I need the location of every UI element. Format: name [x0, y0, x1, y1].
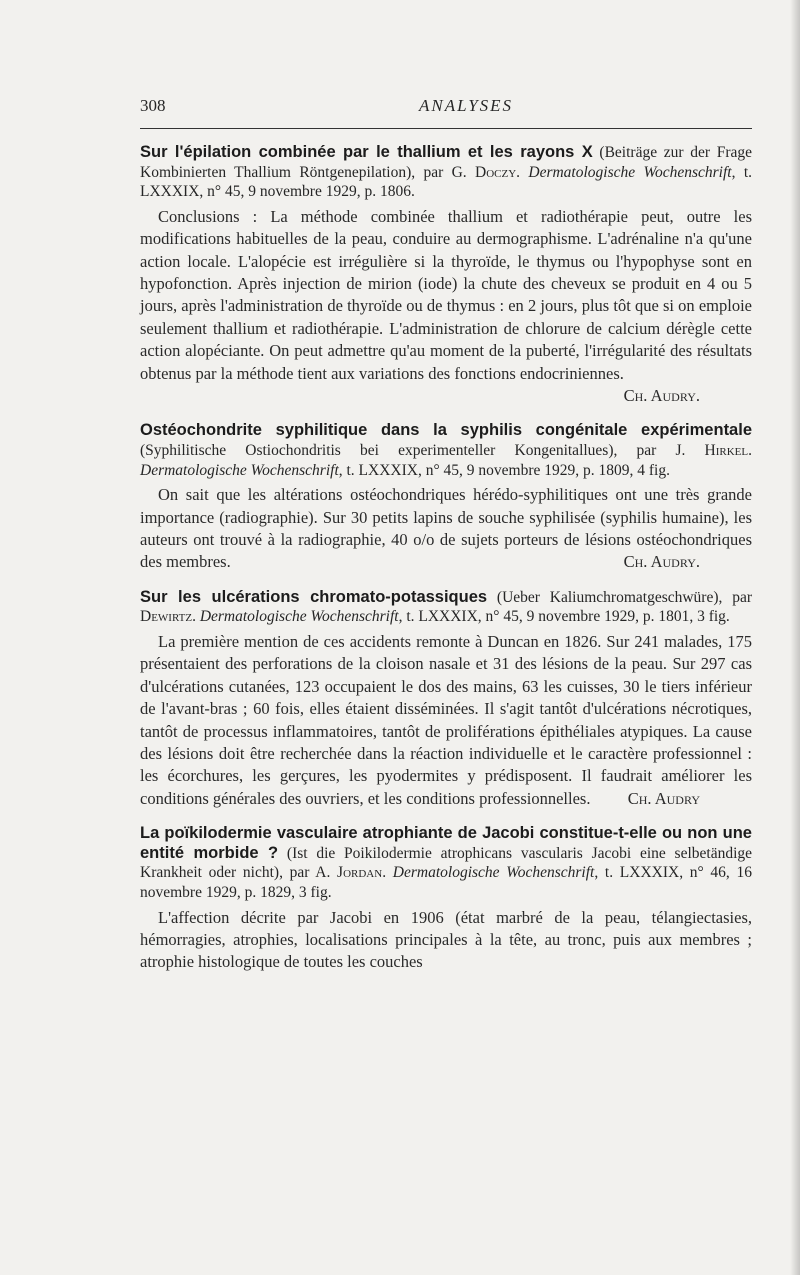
reference-text: , t. LXXXIX, n° 45, 9 novembre 1929, p. 1801, 3 fig. [398, 608, 730, 626]
article-body [140, 484, 752, 574]
reference-text: . [516, 163, 529, 181]
article-ulcerations-chromato [140, 588, 752, 810]
article-reference [140, 824, 752, 902]
analyses-column [140, 143, 752, 988]
running-head: ANALYSES [418, 96, 514, 115]
article-reference [140, 588, 752, 627]
journal-name: Dermatologische Wochenschrift [528, 163, 732, 181]
author-name: Jordan [337, 864, 383, 882]
page-header [140, 96, 752, 120]
reference-text: (Ueber Kaliumchromatgeschwüre), par [487, 588, 753, 606]
article-reference [140, 421, 752, 480]
body-text: Conclusions : La méthode combinée thallium et radiothérapie peut, outre les modifications habituelles de la peau, conduire au dermographisme. L'adrénaline n'a qu'une action locale. L'alopécie est irrégulière si la thyroïde, le thymus ou l'hypophyse sont en hypofonction. Après injection de mirion (iode) la chute des cheveux se produit en 4 ou 5 jours, après l'administration de thyroïde ou de thymus : en 2 jours, plus tôt que si on emploie seulement thallium et radiothérapie. L'administration de chlorure de calcium dérègle cette action alopéciante. On peut admettre qu'au moment de la puberté, l'irrégularité des résultats obtenus par la méthode tient aux variations des fonctions endocriniennes. [140, 206, 752, 383]
signature: Ch. Audry [627, 788, 700, 808]
author-name: Hirkel [704, 442, 749, 460]
signature: Ch. Audry. [623, 552, 700, 572]
page-edge-shadow [790, 0, 800, 1275]
article-epilation-thallium [140, 143, 752, 407]
reference-text: , t. LXXXIX, n° 46, 16 novembre 1929, p. 1829, 3 fig. [140, 864, 753, 902]
body-text: On sait que les altérations ostéochondriques hérédo-syphilitiques ont une très grande importance (radiographie). Sur 30 petits lapins de souche syphilisée (syphilis humaine), les auteurs ont trouvé à la radiographie, 40 o/o de sujets porteurs de lésions ostéochondriques des membres. [140, 485, 752, 572]
article-body [140, 631, 752, 810]
article-title: Ostéochondrite syphilitique dans la syphilis congénitale expérimentale [140, 421, 752, 440]
reference-text: (Ist die Poikilodermie atrophicans vascularis Jacobi eine selbetändige Krankheit oder nicht), par A. [140, 844, 753, 882]
reference-text: (Syphilitische Ostiochondritis bei experimenteller Kongenitallues), par J. [140, 442, 705, 460]
article-body [140, 206, 752, 408]
reference-text: . [748, 442, 752, 460]
article-title: La poïkilodermie vasculaire atrophiante de Jacobi constitue-t-elle ou non une entité morbide ? [140, 824, 752, 862]
reference-text: . [382, 864, 393, 882]
article-reference [140, 143, 752, 202]
article-osteochondrite [140, 421, 752, 573]
reference-text: (Beiträge zur der Frage Kombinierten Thallium Röntgenepilation), par G. [140, 144, 752, 181]
journal-name: Dermatologische Wochenschrift [199, 608, 399, 626]
journal-name: Dermatologische Wochenschrift [392, 864, 595, 882]
reference-text: , t. LXXXIX, n° 45, 9 novembre 1929, p. 1809, 4 fig. [338, 461, 670, 479]
reference-text: . [192, 608, 200, 626]
header-rule [140, 128, 752, 129]
journal-name: Dermatologische Wochenschrift [140, 461, 339, 479]
page-number: 308 [140, 96, 166, 115]
article-body [140, 907, 752, 974]
reference-text: , t. LXXXIX, n° 45, 9 novembre 1929, p. 1806. [140, 163, 752, 201]
body-text: La première mention de ces accidents remonte à Duncan en 1826. Sur 241 malades, 175 présentaient des perforations de la cloison nasale et 31 des lésions de la peau. Sur 297 cas d'ulcérations cutanées, 123 occupaient le dos des mains, 63 les cuisses, 30 le tiers inférieur de l'avant-bras ; 60 fois, elles étaient disséminées. Il s'agit tantôt d'ulcérations nécrotiques, tantôt de processus inflammatoires, tantôt de proliférations épithéliales atypiques. La cause des lésions doit être recherchée dans la réaction individuelle et le caractère professionnel : les écorchures, les gerçures, les pyodermites y prédisposent. Il faudrait améliorer les conditions générales des ouvriers, et les conditions professionnelles. [140, 632, 752, 808]
article-title: Sur l'épilation combinée par le thallium et les rayons X [140, 143, 593, 161]
author-name: Dewirtz [140, 608, 193, 626]
article-poikilodermie [140, 824, 752, 974]
body-text: L'affection décrite par Jacobi en 1906 (état marbré de la peau, télangiectasies, hémorragies, atrophies, localisations principales à la tête, au tronc, puis aux membres ; atrophie histologique de toutes les couches [140, 907, 752, 972]
article-title: Sur les ulcérations chromato-potassiques [140, 587, 488, 606]
signature: Ch. Audry. [623, 386, 700, 406]
author-name: Doczy [475, 163, 517, 181]
